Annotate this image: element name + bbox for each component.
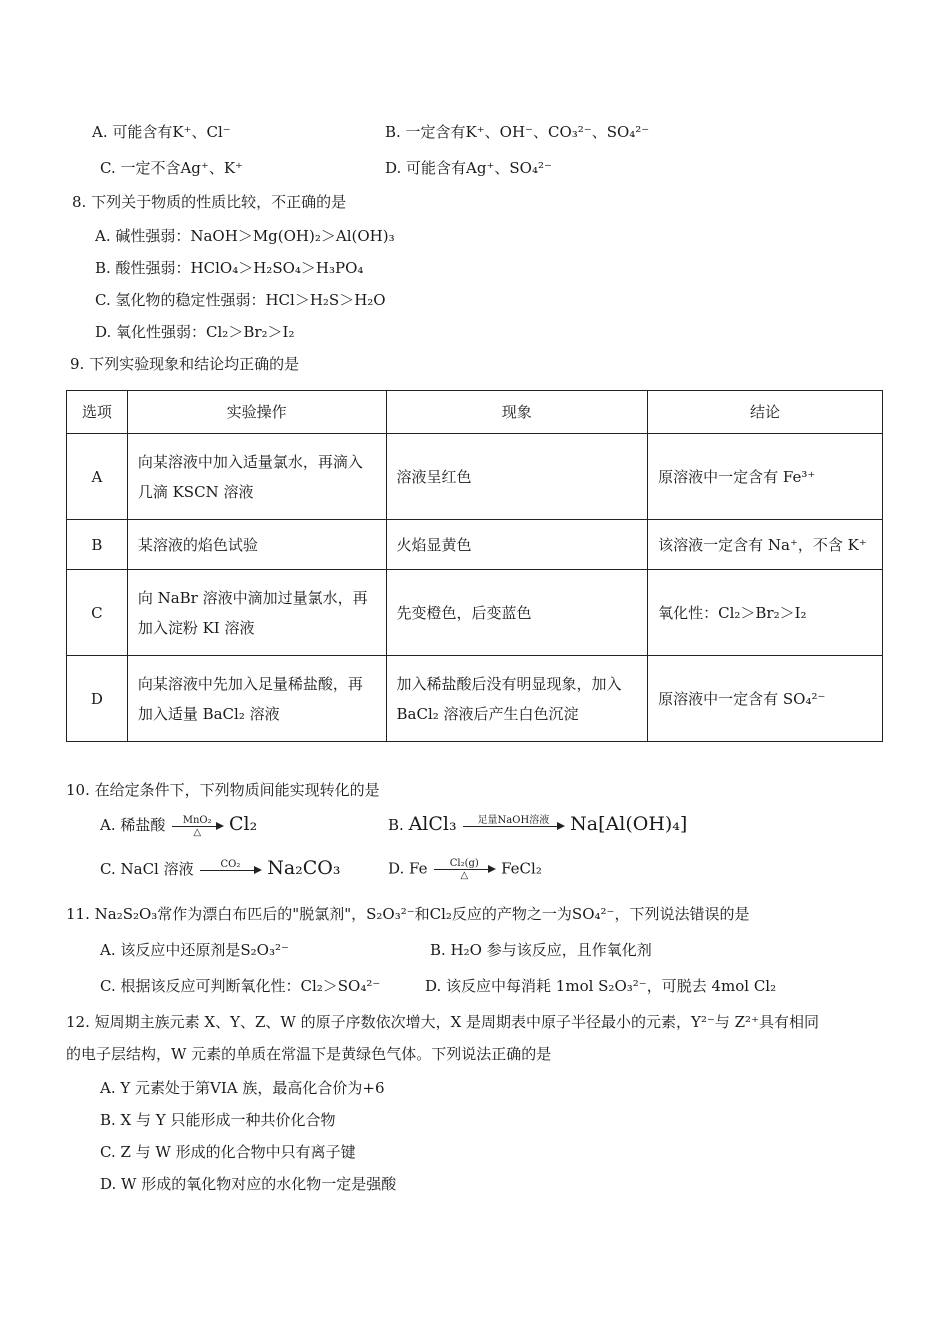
q12-option-d: D. W 形成的氧化物对应的水化物一定是强酸 [100,1175,397,1193]
table-row [67,570,883,656]
q10-c-product: Na₂CO₃ [267,857,341,879]
table-row [67,656,883,742]
q10-a-condition: MnO₂ [182,814,212,826]
header-conclusion: 结论 [648,391,883,434]
row-conclusion: 原溶液中一定含有 SO₄²⁻ [648,656,883,742]
q10-c-condition: CO₂ [220,858,241,870]
row-conclusion: 氧化性：Cl₂＞Br₂＞I₂ [648,570,883,656]
row-operation: 向某溶液中先加入足量稀盐酸，再加入适量 BaCl₂ 溶液 [127,656,386,742]
q7-option-d: D. 可能含有Ag⁺、SO₄²⁻ [385,159,552,177]
q8-option-b: B. 酸性强弱：HClO₄＞H₂SO₄＞H₃PO₄ [95,259,364,277]
q10-a-reactant: 稀盐酸 [120,816,166,834]
reaction-arrow-icon [172,815,222,838]
q11-stem: 11. Na₂S₂O₃常作为漂白布匹后的"脱氯剂"，S₂O₃²⁻和Cl₂反应的产物之一为SO₄²⁻，下列说法错误的是 [66,905,750,923]
q10-a-label: A. [100,816,116,834]
q10-a-heat: △ [193,826,202,838]
q10-c-label: C. [100,860,116,878]
table-header-row [67,391,883,434]
q12-option-b: B. X 与 Y 只能形成一种共价化合物 [100,1111,336,1129]
row-operation: 某溶液的焰色试验 [127,520,386,570]
q11-option-b: B. H₂O 参与该反应，且作氧化剂 [430,941,652,959]
row-operation: 向某溶液中加入适量氯水，再滴入几滴 KSCN 溶液 [127,434,386,520]
q10-d-heat: △ [460,870,469,881]
q12-stem-line2: 的电子层结构，W 元素的单质在常温下是黄绿色气体。下列说法正确的是 [66,1045,552,1063]
header-option: 选项 [67,391,128,434]
row-option: B [67,520,128,570]
q11-option-d: D. 该反应中每消耗 1mol S₂O₃²⁻，可脱去 4mol Cl₂ [425,977,777,995]
q8-option-a: A. 碱性强弱：NaOH＞Mg(OH)₂＞Al(OH)₃ [95,227,395,245]
row-option: D [67,656,128,742]
q12-stem-line1: 12. 短周期主族元素 X、Y、Z、W 的原子序数依次增大，X 是周期表中原子半径最小的元素，Y²⁻与 Z²⁺具有相同 [66,1013,819,1031]
q10-b-product: Na[Al(OH)₄] [570,813,688,835]
table-row [67,520,883,570]
row-option: A [67,434,128,520]
header-phenomenon: 现象 [386,391,648,434]
q7-option-a: A. 可能含有K⁺、Cl⁻ [92,123,231,141]
row-phenomenon: 加入稀盐酸后没有明显现象，加入 BaCl₂ 溶液后产生白色沉淀 [386,656,648,742]
row-phenomenon: 先变橙色，后变蓝色 [386,570,648,656]
q7-option-b: B. 一定含有K⁺、OH⁻、CO₃²⁻、SO₄²⁻ [385,123,650,141]
q10-option-c [100,858,341,882]
header-operation: 实验操作 [127,391,386,434]
q9-stem: 9. 下列实验现象和结论均正确的是 [70,355,300,373]
q10-b-reactant: AlCl₃ [408,813,457,835]
q8-option-d: D. 氧化性强弱：Cl₂＞Br₂＞I₂ [95,323,295,341]
q10-b-label: B. [388,816,404,834]
q11-option-a: A. 该反应中还原剂是S₂O₃²⁻ [100,941,289,959]
row-operation: 向 NaBr 溶液中滴加过量氯水，再加入淀粉 KI 溶液 [127,570,386,656]
q10-c-reactant: NaCl 溶液 [120,860,194,878]
row-option: C [67,570,128,656]
q10-d-reactant: Fe [409,859,428,878]
reaction-arrow-icon [463,815,563,838]
q10-d-label: D. [388,859,405,878]
q10-d-product: FeCl₂ [501,859,542,878]
q8-stem: 8. 下列关于物质的性质比较，不正确的是 [72,193,347,211]
row-conclusion: 该溶液一定含有 Na⁺，不含 K⁺ [648,520,883,570]
row-phenomenon: 火焰显黄色 [386,520,648,570]
q7-option-c: C. 一定不含Ag⁺、K⁺ [100,159,243,177]
q10-option-a [100,814,257,838]
q10-option-b [388,814,687,838]
q10-stem: 10. 在给定条件下，下列物质间能实现转化的是 [66,781,380,799]
q12-option-a: A. Y 元素处于第VIA 族，最高化合价为+6 [100,1079,385,1097]
reaction-arrow-icon [434,858,494,881]
reaction-arrow-icon [200,859,260,882]
q11-option-c: C. 根据该反应可判断氧化性：Cl₂＞SO₄²⁻ [100,977,381,995]
q10-d-condition: Cl₂(g) [449,858,479,869]
row-phenomenon: 溶液呈红色 [386,434,648,520]
table-row [67,434,883,520]
q10-b-condition: 足量NaOH溶液 [477,814,550,826]
q8-option-c: C. 氢化物的稳定性强弱：HCl＞H₂S＞H₂O [95,291,386,309]
row-conclusion: 原溶液中一定含有 Fe³⁺ [648,434,883,520]
experiment-table [66,390,883,742]
q10-a-product: Cl₂ [228,813,258,835]
q10-option-d [388,858,542,881]
q12-option-c: C. Z 与 W 形成的化合物中只有离子键 [100,1143,356,1161]
